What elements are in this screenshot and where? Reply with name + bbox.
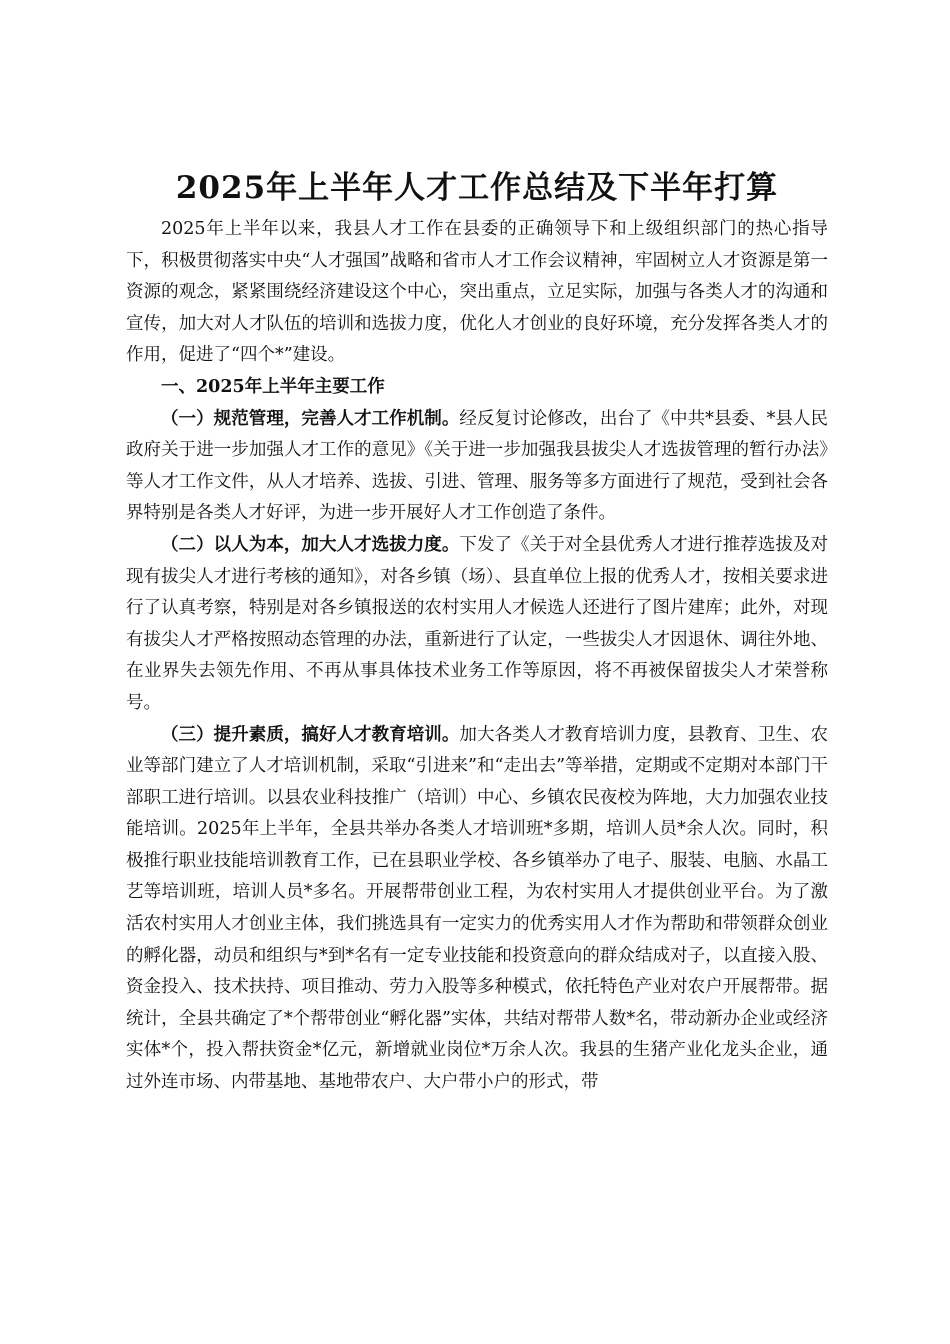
item-lead-3: （三）提升素质，搞好人才教育培训。 xyxy=(161,724,460,745)
item-lead-1: （一）规范管理，完善人才工作机制。 xyxy=(161,408,460,429)
item-paragraph-3 xyxy=(126,720,828,1099)
document-title: 2025年上半年人才工作总结及下半年打算 xyxy=(175,170,779,206)
item-lead-2: （二）以人为本，加大人才选拔力度。 xyxy=(161,534,460,555)
item-paragraph-2 xyxy=(126,530,828,720)
item-paragraph-1 xyxy=(126,404,828,530)
item-body-1: 经反复讨论修改，出台了《中共*县委、*县人民政府关于进一步加强人才工作的意见》《关于进一步加强我县拔尖人才选拔管理的暂行办法》等人才工作文件，从人才培养、选拔、引进、管理、服务等多方面进行了规范，受到社会各界特别是各类人才好评，为进一步开展好人才工作创造了条件。 xyxy=(126,408,829,524)
document-page xyxy=(126,166,828,1099)
item-body-2: 下发了《关于对全县优秀人才进行推荐选拔及对现有拔尖人才进行考核的通知》，对各乡镇（场）、县直单位上报的优秀人才，按相关要求进行了认真考察，特别是对各乡镇报送的农村实用人才候选人还进行了图片建库；此外，对现有拔尖人才严格按照动态管理的办法，重新进行了认定，一些拔尖人才因退休、调往外地、在业界失去领先作用、不再从事具体技术业务工作等原因，将不再被保留拔尖人才荣誉称号。 xyxy=(126,534,829,713)
item-body-3: 加大各类人才教育培训力度，县教育、卫生、农业等部门建立了人才培训机制，采取“引进来”和“走出去”等举措，定期或不定期对本部门干部职工进行培训。以县农业科技推广（培训）中心、乡镇农民夜校为阵地，大力加强农业技能培训。2025年上半年，全县共举办各类人才培训班*多期，培训人员*余人次。同时，积极推行职业技能培训教育工作，已在县职业学校、各乡镇举办了电子、服装、电脑、水晶工艺等培训班，培训人员*多名。开展帮带创业工程，为农村实用人才提供创业平台。为了激活农村实用人才创业主体，我们挑选具有一定实力的优秀实用人才作为帮助和带领群众创业的孵化器，动员和组织与*到*名有一定专业技能和投资意向的群众结成对子，以直接入股、资金投入、技术扶持、项目推动、劳力入股等多种模式，依托特色产业对农户开展帮带。据统计，全县共确定了*个帮带创业“孵化器”实体，共结对帮带人数*名，带动新办企业或经济实体*个，投入帮扶资金*亿元，新增就业岗位*万余人次。我县的生猪产业化龙头企业，通过外连市场、内带基地、基地带农户、大户带小户的形式，带 xyxy=(126,724,829,1093)
section-heading-1: 一、2025年上半年主要工作 xyxy=(161,376,385,397)
intro-paragraph: 2025年上半年以来，我县人才工作在县委的正确领导下和上级组织部门的热心指导下，积极贯彻落实中央“人才强国”战略和省市人才工作会议精神，牢固树立人才资源是第一资源的观念，紧紧围绕经济建设这个中心，突出重点，立足实际，加强与各类人才的沟通和宣传，加大对人才队伍的培训和选拔力度，优化人才创业的良好环境，充分发挥各类人才的作用，促进了“四个*”建设。 xyxy=(126,219,828,366)
